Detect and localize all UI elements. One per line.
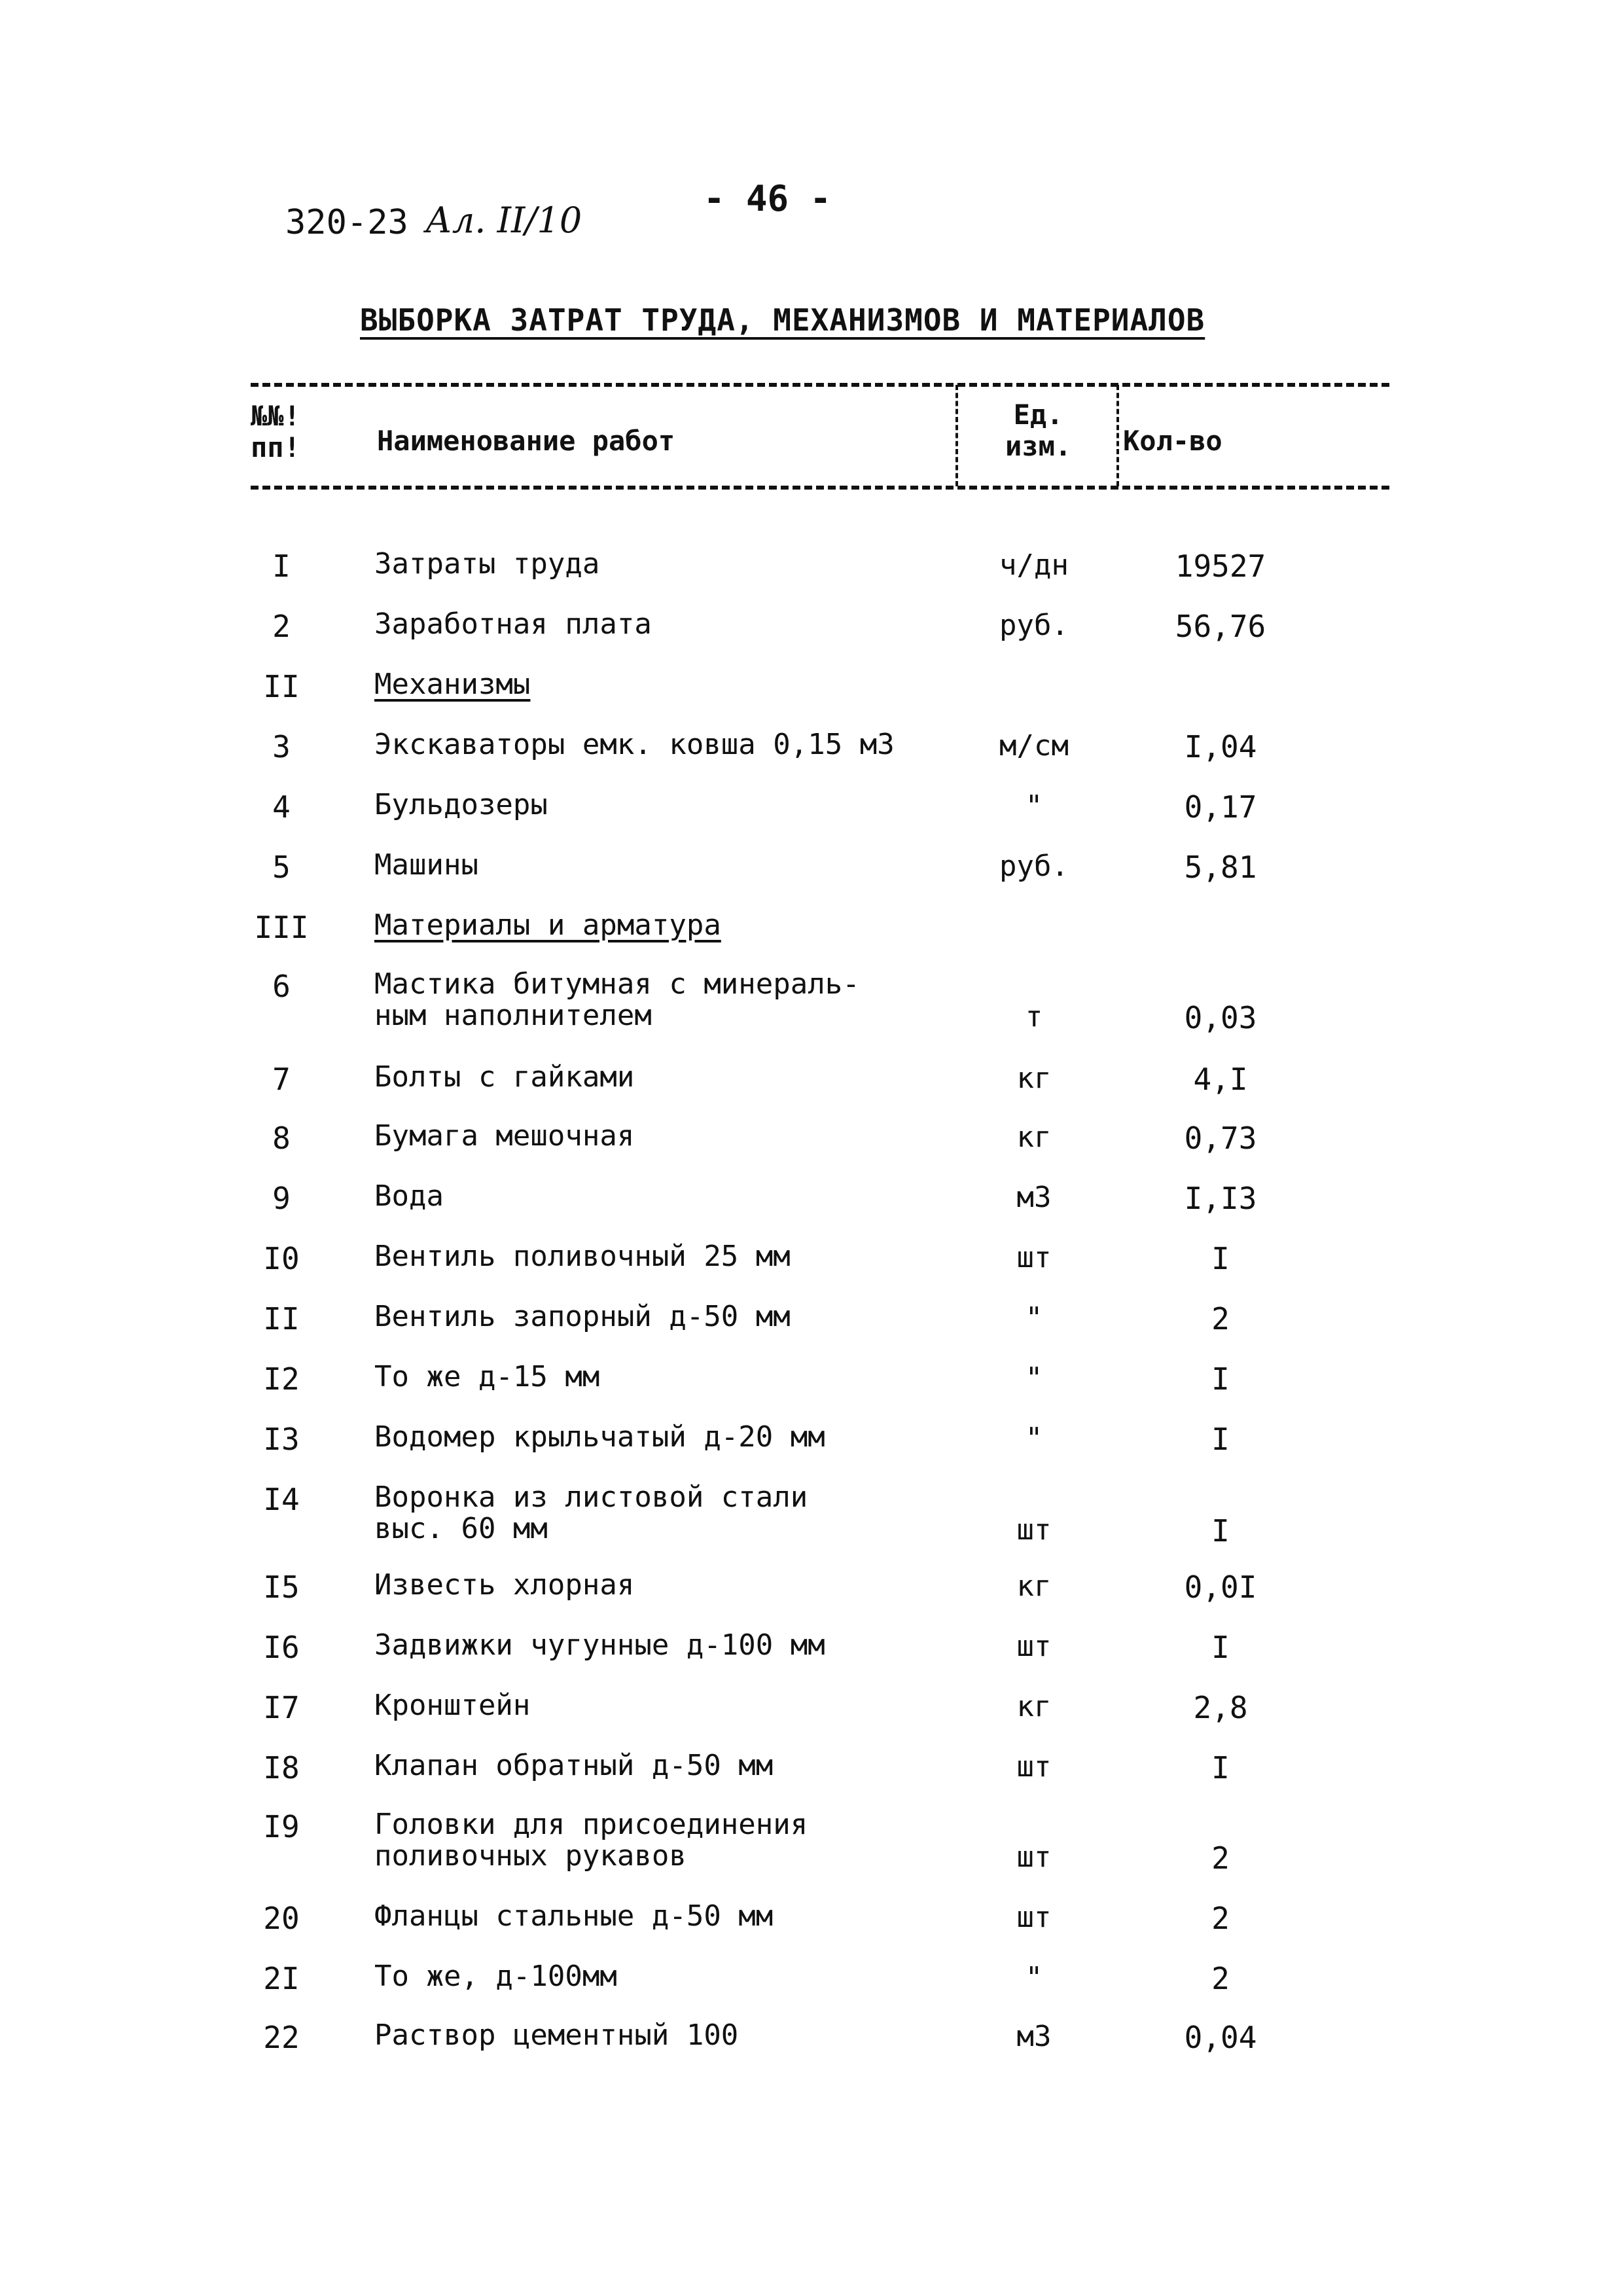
row-number: 4: [272, 789, 291, 825]
row-number: I: [272, 548, 291, 584]
row-number: II: [263, 1301, 300, 1336]
row-name-line1: Фланцы стальные д-50 мм: [374, 1899, 774, 1933]
row-name: [374, 609, 652, 640]
row-name: [374, 1809, 808, 1872]
row-number: 6: [272, 969, 291, 1004]
page-number: - 46 -: [704, 178, 832, 219]
row-name-line1: Раствор цементный 100: [374, 2018, 739, 2052]
row-unit: ": [1025, 1961, 1043, 1994]
row-unit: м/см: [999, 729, 1069, 762]
row-name: [374, 1482, 808, 1545]
row-name: [374, 850, 478, 881]
row-quantity: 56,76: [1175, 609, 1266, 644]
column-header-unit-line1: Ед.: [1013, 399, 1063, 431]
row-name-line1: Мастика битумная с минераль-: [374, 967, 860, 1001]
row-name: [374, 1690, 530, 1721]
row-quantity: 2: [1211, 1961, 1230, 1996]
column-header-name: Наименование работ: [377, 425, 675, 457]
row-unit: ": [1025, 1361, 1043, 1395]
row-unit: шт: [1016, 1840, 1052, 1874]
column-header-unit-line2: изм.: [1005, 430, 1072, 462]
section-heading: [374, 669, 530, 700]
row-quantity: 2: [1211, 1901, 1230, 1936]
row-unit: кг: [1016, 1121, 1052, 1154]
row-number: 5: [272, 850, 291, 885]
row-number: I9: [263, 1809, 300, 1844]
row-number: III: [254, 910, 309, 945]
row-quantity: I: [1211, 1361, 1230, 1397]
row-quantity: 5,81: [1184, 850, 1257, 885]
row-unit: кг: [1016, 1570, 1052, 1603]
row-number: I7: [263, 1690, 300, 1725]
row-name-line2: ным наполнителем: [374, 999, 652, 1032]
row-unit: шт: [1016, 1750, 1052, 1784]
row-name-line1: Известь хлорная: [374, 1568, 635, 1602]
row-name-line1: Болты с гайками: [374, 1060, 635, 1094]
row-quantity: 0,03: [1184, 1000, 1257, 1035]
row-name-line1: Задвижки чугунные д-100 мм: [374, 1628, 825, 1662]
column-header-number: [251, 401, 300, 463]
row-number: 20: [263, 1901, 300, 1936]
row-name-line1: Вентиль запорный д-50 мм: [374, 1300, 791, 1333]
row-name-line2: выс. 60 мм: [374, 1512, 548, 1545]
row-number: I2: [263, 1361, 300, 1397]
row-quantity: I: [1211, 1241, 1230, 1276]
row-unit: шт: [1016, 1513, 1052, 1547]
row-quantity: I,I3: [1184, 1181, 1257, 1216]
row-name: [374, 2020, 738, 2051]
row-unit: т: [1025, 1000, 1043, 1033]
row-name-line1: Материалы и арматура: [374, 908, 721, 942]
row-quantity: 0,17: [1184, 789, 1257, 825]
row-name-line1: Машины: [374, 848, 478, 882]
row-name-line1: Экскаваторы емк. ковша 0,15 м3: [374, 728, 895, 761]
row-number: I3: [263, 1422, 300, 1457]
row-number: 2I: [263, 1961, 300, 1996]
row-name-line1: Заработная плата: [374, 607, 652, 641]
row-unit: кг: [1016, 1062, 1052, 1095]
row-name: [374, 1301, 791, 1333]
row-quantity: I,04: [1184, 729, 1257, 764]
row-number: 9: [272, 1181, 291, 1216]
row-unit: шт: [1016, 1241, 1052, 1274]
row-quantity: 2: [1211, 1840, 1230, 1876]
row-name-line1: Бульдозеры: [374, 788, 548, 821]
row-quantity: I: [1211, 1513, 1230, 1549]
page-title: ВЫБОРКА ЗАТРАТ ТРУДА, МЕХАНИЗМОВ И МАТЕРИАЛОВ: [360, 302, 1205, 338]
row-unit: ч/дн: [999, 548, 1069, 582]
row-name: [374, 1961, 617, 1992]
row-number: 8: [272, 1121, 291, 1156]
column-header-unit: [1005, 399, 1071, 462]
row-quantity: 0,73: [1184, 1121, 1257, 1156]
row-name: [374, 1630, 825, 1661]
row-number: I4: [263, 1482, 300, 1517]
row-name-line2: поливочных рукавов: [374, 1839, 687, 1873]
row-unit: м3: [1016, 2020, 1052, 2053]
row-name: [374, 1570, 634, 1601]
row-unit: ": [1025, 1301, 1043, 1335]
row-name: [374, 1361, 599, 1393]
row-name-line1: Затраты труда: [374, 547, 600, 581]
row-unit: ": [1025, 1422, 1043, 1455]
row-name-line1: Головки для присоединения: [374, 1808, 808, 1841]
column-divider-2: [1116, 385, 1119, 486]
row-name: [374, 1121, 634, 1152]
row-unit: руб.: [999, 850, 1069, 883]
row-unit: шт: [1016, 1630, 1052, 1663]
row-number: II: [263, 669, 300, 704]
row-quantity: I: [1211, 1750, 1230, 1785]
row-name: [374, 1241, 791, 1272]
row-unit: кг: [1016, 1690, 1052, 1723]
table-header-bottom-rule: [251, 486, 1389, 490]
row-quantity: I: [1211, 1630, 1230, 1665]
row-quantity: 2,8: [1193, 1690, 1248, 1725]
row-name: [374, 969, 860, 1031]
row-name-line1: Водомер крыльчатый д-20 мм: [374, 1420, 825, 1454]
row-name-line1: Вода: [374, 1179, 444, 1213]
row-number: 3: [272, 729, 291, 764]
section-heading: [374, 910, 721, 941]
row-name: [374, 1422, 825, 1453]
row-number: I6: [263, 1630, 300, 1665]
table-top-rule: [251, 383, 1389, 387]
row-name-line1: То же д-15 мм: [374, 1360, 600, 1393]
row-name-line1: Механизмы: [374, 668, 531, 701]
row-name: [374, 729, 895, 761]
row-number: 22: [263, 2020, 300, 2055]
row-name-line1: То же, д-100мм: [374, 1960, 617, 1993]
column-header-number-line2: пп!: [251, 431, 300, 463]
row-name-line1: Вентиль поливочный 25 мм: [374, 1240, 791, 1273]
row-unit: м3: [1016, 1181, 1052, 1214]
row-name-line1: Воронка из листовой стали: [374, 1480, 808, 1514]
column-divider-1: [955, 385, 958, 486]
row-quantity: I: [1211, 1422, 1230, 1457]
row-name: [374, 548, 599, 580]
row-quantity: 4,I: [1193, 1062, 1248, 1097]
row-quantity: 2: [1211, 1301, 1230, 1336]
row-unit: шт: [1016, 1901, 1052, 1934]
row-name: [374, 789, 548, 821]
document-code: 320-23: [285, 203, 408, 242]
row-quantity: 0,0I: [1184, 1570, 1257, 1605]
row-quantity: 0,04: [1184, 2020, 1257, 2055]
row-unit: руб.: [999, 609, 1069, 642]
row-number: I0: [263, 1241, 300, 1276]
row-name-line1: Бумага мешочная: [374, 1119, 635, 1153]
row-name-line1: Клапан обратный д-50 мм: [374, 1749, 774, 1782]
row-name: [374, 1062, 634, 1093]
column-header-number-line1: №№!: [251, 400, 300, 432]
row-name: [374, 1181, 444, 1212]
column-header-quantity: Кол-во: [1123, 425, 1222, 457]
row-number: 7: [272, 1062, 291, 1097]
row-unit: ": [1025, 789, 1043, 823]
sheet-reference: Ал. II/10: [425, 200, 582, 241]
row-number: I8: [263, 1750, 300, 1785]
row-name-line1: Кронштейн: [374, 1689, 531, 1722]
row-number: I5: [263, 1570, 300, 1605]
row-name: [374, 1901, 773, 1932]
row-number: 2: [272, 609, 291, 644]
row-quantity: 19527: [1175, 548, 1266, 584]
row-name: [374, 1750, 773, 1782]
